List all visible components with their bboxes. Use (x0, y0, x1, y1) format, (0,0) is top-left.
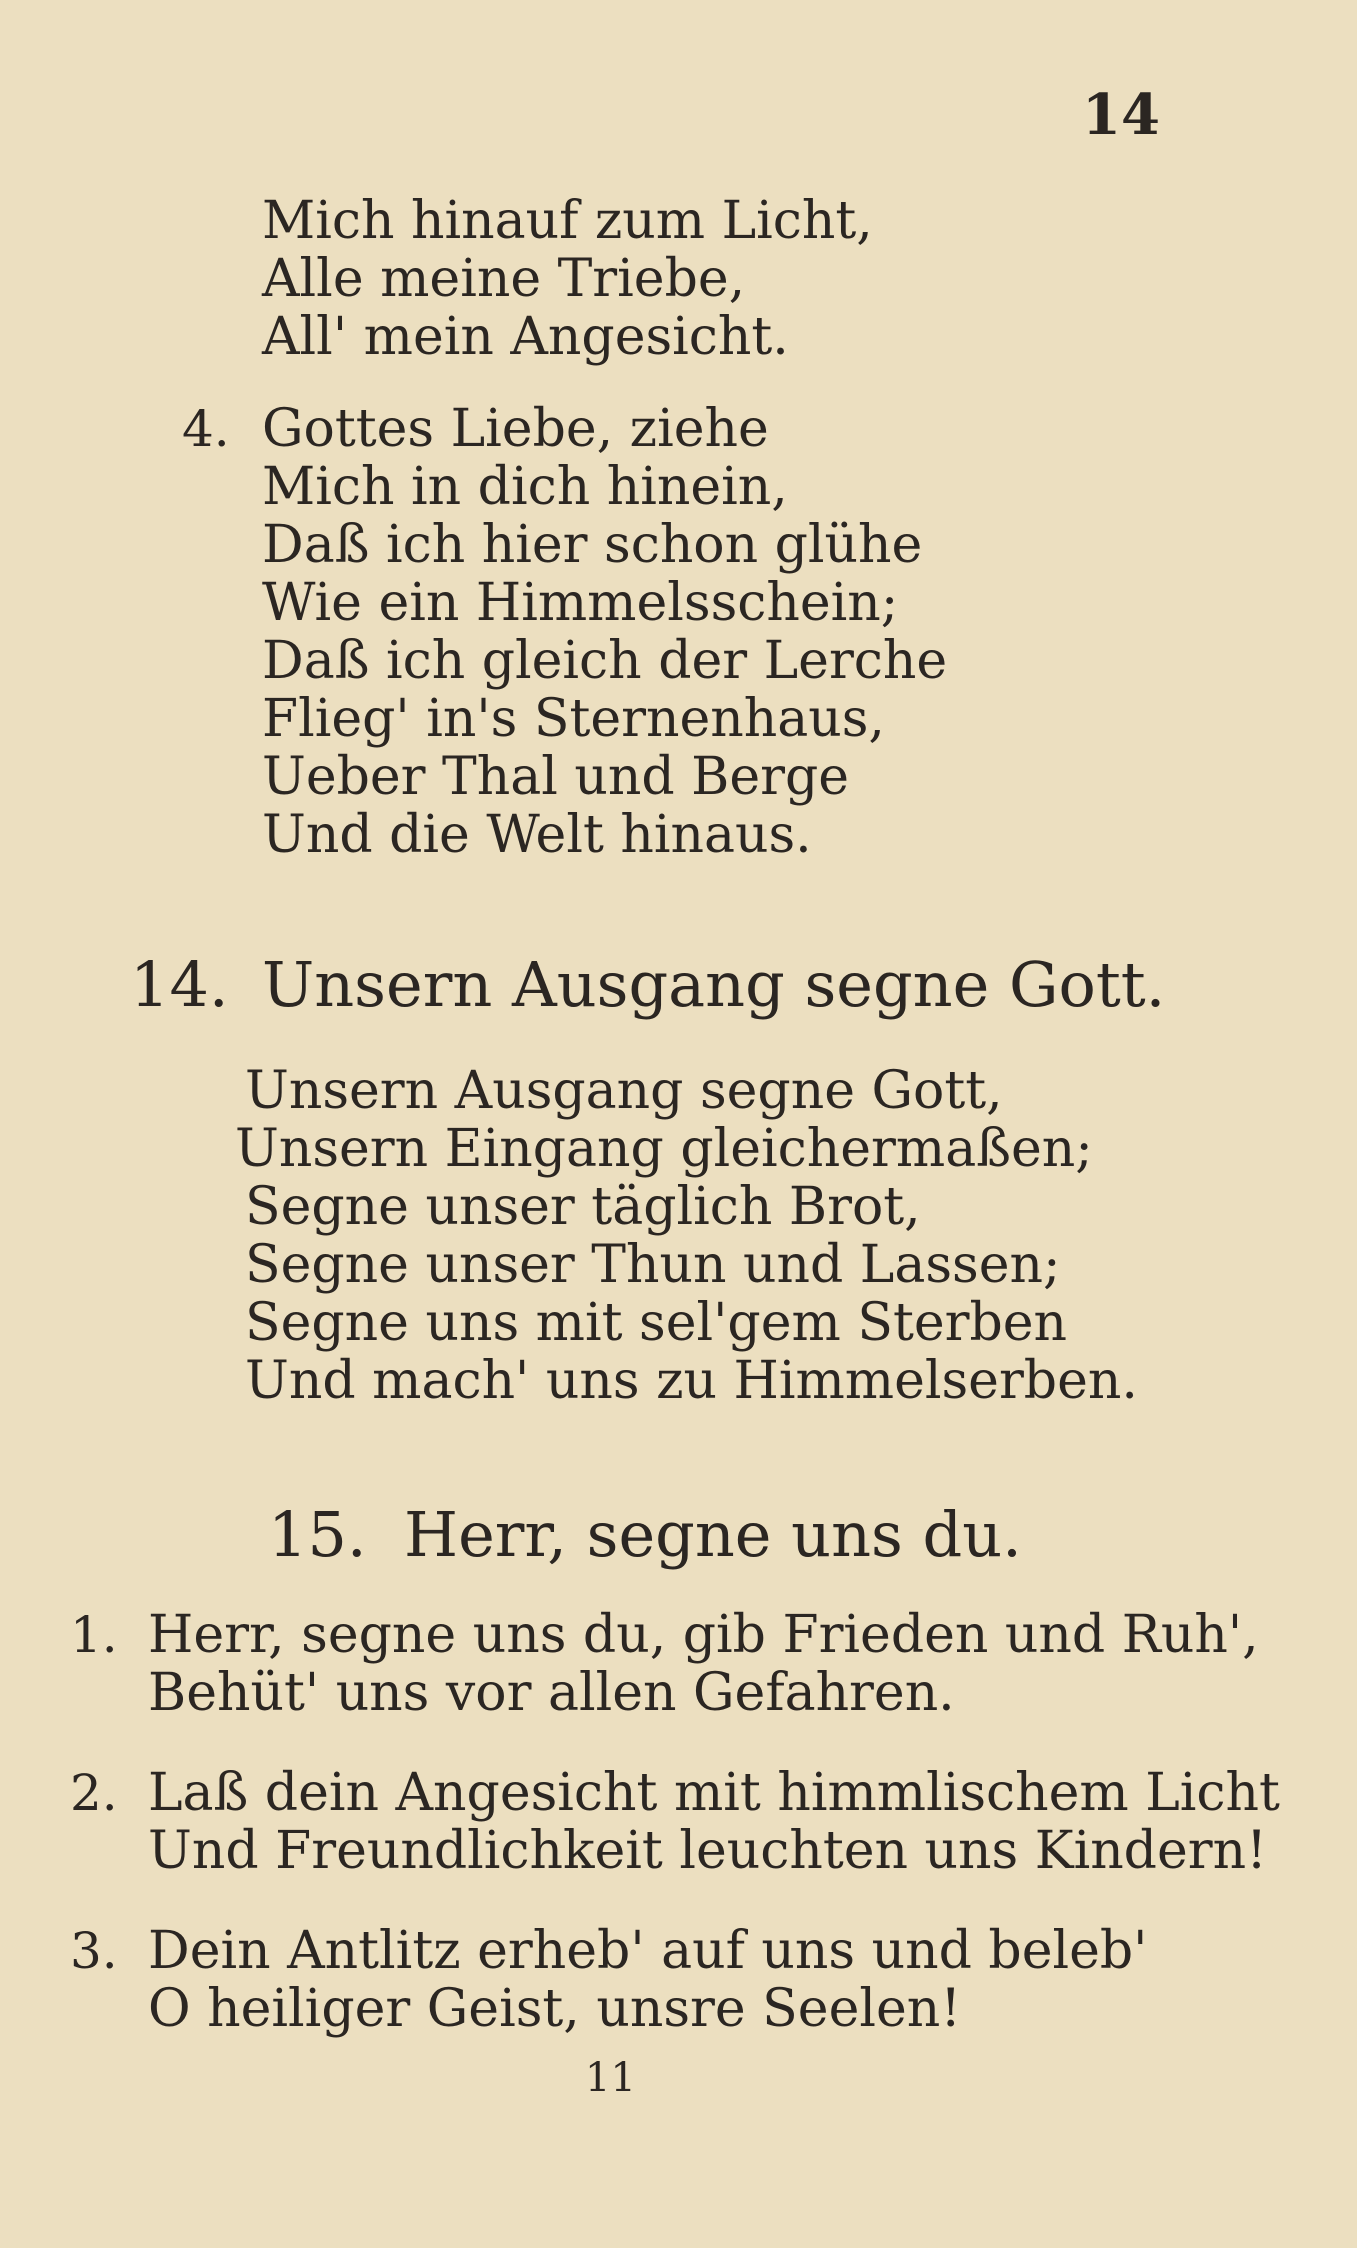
hymn-title: Herr, segne uns du. (404, 1498, 1022, 1571)
verse-line: Dein Antlitz erheb' auf uns und beleb' (148, 1921, 1148, 1981)
verse-line: Laß dein Angesicht mit himmlischem Licht (148, 1763, 1280, 1823)
verse-line: Flieg' in's Sternenhaus, (262, 689, 885, 749)
verse-line: Und die Welt hinaus. (262, 805, 812, 865)
stanza-number: 2. (70, 1764, 118, 1822)
verse-line: Herr, segne uns du, gib Frieden und Ruh', (148, 1605, 1259, 1665)
verse-line: Unsern Eingang gleichermaßen; (235, 1119, 1093, 1179)
verse-line: Behüt' uns vor allen Gefahren. (148, 1663, 955, 1723)
footer-signature-number: 11 (585, 2055, 636, 2101)
hymn-title: Unsern Ausgang segne Gott. (262, 948, 1166, 1021)
verse-line: Wie ein Himmelsschein; (262, 573, 899, 633)
hymn-number: 15. (268, 1498, 367, 1571)
hymn-number: 14. (130, 948, 229, 1021)
verse-line: Segne unser Thun und Lassen; (245, 1235, 1061, 1295)
verse-line: Und Freundlichkeit leuchten uns Kindern! (148, 1821, 1267, 1881)
verse-line: Gottes Liebe, ziehe (262, 399, 769, 459)
page-number: 14 (1082, 82, 1160, 148)
verse-line: Mich in dich hinein, (262, 457, 788, 517)
verse-line: Daß ich hier schon glühe (262, 515, 923, 575)
verse-line: O heiliger Geist, unsre Seelen! (148, 1979, 962, 2039)
stanza-number: 1. (70, 1606, 118, 1664)
verse-line: Daß ich gleich der Lerche (262, 631, 948, 691)
verse-line: Segne unser täglich Brot, (245, 1177, 921, 1237)
stanza-number: 3. (70, 1922, 118, 1980)
verse-line: Ueber Thal und Berge (262, 747, 850, 807)
stanza-number: 4. (182, 400, 230, 458)
verse-line: Segne uns mit sel'gem Sterben (245, 1293, 1068, 1353)
verse-line: Mich hinauf zum Licht, (262, 191, 873, 251)
verse-line: Alle meine Triebe, (262, 249, 746, 309)
verse-line: Und mach' uns zu Himmelserben. (245, 1351, 1138, 1411)
verse-line: Unsern Ausgang segne Gott, (245, 1061, 1003, 1121)
verse-line: All' mein Angesicht. (262, 307, 789, 367)
